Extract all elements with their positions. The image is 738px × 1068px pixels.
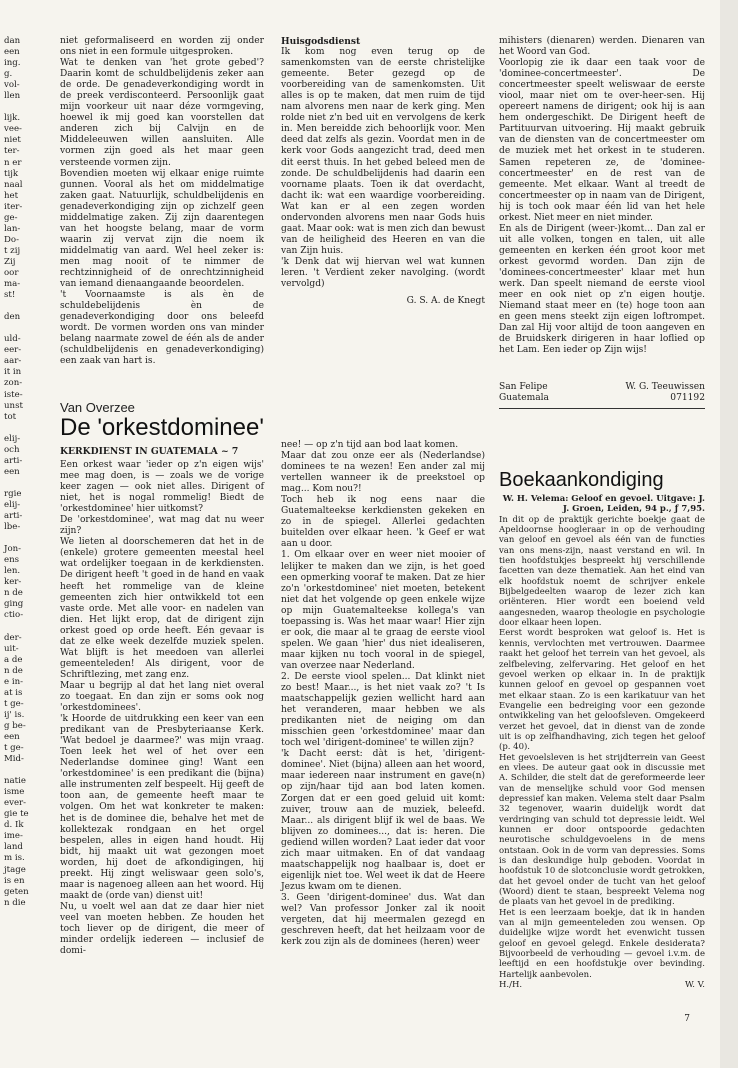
book-citation: W. H. Velema: Geloof en gevoel. Uitgave: J. J. Groen, Leiden, 94 p., ƒ 7,95. xyxy=(502,494,705,515)
left-fragment xyxy=(4,102,22,113)
paragraph: 'k Denk dat wij hiervan wel wat kunnen leren. 't Verdient zeker navolging. (wordt vervolgd) xyxy=(281,256,485,290)
article-kicker: Van Overzee xyxy=(60,400,135,415)
left-fragment: g be- xyxy=(4,720,26,731)
paragraph: mihisters (dienaren) werden. Dienaren van het Woord van God. xyxy=(499,36,705,58)
paragraph: We lieten al doorschemeren dat het in de (enkele) grotere gemeenten meestal heel wat ordelijker toegaan in de kerkdiensten. De dirigent heeft 't goed in de hand en vaak heeft het rommelige van de kleine gemeenten zich hier ontwikkeld tot een vaste orde. Met alle voor- en nadelen van dien. Het lijkt erop, dat de dirigent zijn orkest goed op orde heeft. Eén gevaar is dat ze elke week dezelfde muziek spelen. Wat blijft is het meedoen van allerlei gemeenteleden! Als dirigent, voor de Schriftlezing, met zang enz. xyxy=(60,537,264,680)
left-fragment: arti- xyxy=(4,511,23,522)
left-fragment: e in- xyxy=(4,676,24,687)
left-fragment: m is. xyxy=(4,853,25,864)
paragraph: Wat te denken van 'het grote gebed'? Daarin komt de schuldbelijdenis zeker aan de orde. De genadeverkondiging wordt in de preek verdisconteerd. Persoonlijk gaat mijn voorkeur uit naar déze vormgeving, hoewel ik mij goed kan voorstellen dat anderen zich bij Calvijn en de Middeleeuwen willen aansluiten. Alle vormen zijn goed als het maar geen versteende vormen zijn. xyxy=(60,58,264,168)
left-fragment: n de xyxy=(4,665,23,676)
paragraph: En als de Dirigent (weer-)komt... Dan zal er uit alle volken, tongen en talen, uit alle gemeenten en kerken één groot koor met orkest gevormd worden. Dan zijn de 'dominees-concertmeester' klaar met hun werk. Dan speelt niemand de eerste viool meer en ook niet op z'n eigen houtje. Niemand staat meer en (te) hoge toon aan en geen mens steekt zijn eigen loftrompet. Dan zal Hij voor altijd de toon aangeven en de Bruidskerk dirigeren in haar loflied op het Lam. Een ieder op Zijn wijs! xyxy=(499,223,705,356)
reviewer-initials: H./H. xyxy=(499,980,523,991)
paragraph: In dit op de praktijk gerichte boekje gaat de Apeldoornse hoogleraar in op de verhouding van geloof en gevoel als één van de functies van ons mens-zijn, naast verstand en wil. In tien hoofdstukjes bespreekt hij verschillende facetten van deze thematiek. Aan het eind van elk hoofdstuk noemt de schrijver enkele Bijbelgedeelten waarop de lezer zich kan oriënteren. Hier wordt een boeiend veld aangesneden, waarop theologie en psychologie door elkaar heen lopen. xyxy=(499,514,705,629)
left-fragment: t ge- xyxy=(4,698,24,709)
paragraph: niet geformaliseerd en worden zij onder ons niet in een formule uitgesproken. xyxy=(60,36,264,58)
country-name: Guatemala xyxy=(499,393,549,404)
left-fragment: is en xyxy=(4,875,25,886)
left-fragment: rgie xyxy=(4,488,22,499)
left-fragment: vee- xyxy=(4,124,22,135)
paragraph: Eerst wordt besproken wat geloof is. Het is kennis, vervlochten met vertrouwen. Daarmee raakt het geloof het terrein van het gevoel, als zelfbeleving, zelfervaring. Het geloof en het gevoel werken op elkaar in. In de praktijk kunnen geloof en gevoel op gespannen voet met elkaar staan. Zo is een karikatuur van het Evangelie een bedreiging voor een gezonde ontwikkeling van het geloofsleven. Omgekeerd verzet het gevoel, dat in dienst van de zonde uit is op zelfhandhaving, zich tegen het geloof (p. 40). xyxy=(499,628,705,753)
left-fragment: tijk xyxy=(4,168,19,179)
article-column-2 xyxy=(281,440,485,1030)
left-fragment: land xyxy=(4,842,23,853)
paragraph: Bovendien moeten wij elkaar enige ruimte gunnen. Vooral als het om middelmatige zaken gaat. Natuurlijk, schuldbelijdenis en genadeverkondiging zijn op zichzelf geen middelmatige zaken. Zij zijn daarentegen van het hoogste belang, maar de vorm waarin zij vervat zijn die noem ik middelmatig van aard. Wel heel zeker is: men mag nooit of te nimmer de rechtzinnigheid of de onrechtzinnigheid van iemand dienaangaande beoordelen. xyxy=(60,168,264,290)
left-fragment: llen xyxy=(4,91,21,102)
left-fragment: it in xyxy=(4,367,22,378)
left-fragment xyxy=(4,533,22,544)
paragraph: De 'orkestdominee', wat mag dat nu weer zijn? xyxy=(60,515,264,537)
divider-line xyxy=(499,408,705,409)
left-fragment: elij- xyxy=(4,433,21,444)
left-page-fragments xyxy=(4,36,29,1046)
book-announcement-text xyxy=(499,494,705,1014)
left-fragment: eer- xyxy=(4,345,22,356)
left-fragment xyxy=(4,323,22,334)
left-fragment: ing. xyxy=(4,58,21,69)
place-name: San Felipe xyxy=(499,382,548,392)
left-fragment: len. xyxy=(4,566,21,577)
left-fragment: lijk. xyxy=(4,113,21,124)
paragraph: Het is een leerzaam boekje, dat ik in handen van al mijn gemeenteleden zou wensen. Op duidelijke wijze wordt het evenwicht tussen geloof en gevoel gelegd. Enkele desiderata? Bijvoorbeeld de verhouding — gevoel i.v.m. de leeftijd en een hoofdstukje over bevinding. Hartelijk aanbevolen. xyxy=(499,907,705,980)
article-title: De 'orkestdominee' xyxy=(60,414,264,441)
book-announcement-title: Boekaankondiging xyxy=(499,469,664,491)
reviewer-signature: W. V. xyxy=(684,980,705,991)
left-fragment: iter- xyxy=(4,201,23,212)
left-fragment: een xyxy=(4,731,20,742)
left-fragment: naal xyxy=(4,179,23,190)
left-fragment: gie te xyxy=(4,809,29,820)
article-subtitle: KERKDIENST IN GUATEMALA ~ 7 xyxy=(60,446,239,457)
left-fragment: tot xyxy=(4,411,17,422)
left-fragment: elij- xyxy=(4,499,21,510)
left-fragment: ever- xyxy=(4,798,27,809)
left-fragment: n die xyxy=(4,897,26,908)
dateline-block xyxy=(499,382,705,408)
left-fragment: a de xyxy=(4,654,23,665)
left-fragment: dan xyxy=(4,36,21,46)
left-fragment: ma- xyxy=(4,279,21,290)
paragraph: Het gevoelsleven is het strijdterrein van Geest en vlees. De auteur gaat ook in discussie met A. Schilder, die stelt dat de gereformeerde leer van de menselijke schuld voor God mensen depressief kan maken. Velema stelt daar Psalm 32 tegenover, waarin duidelijk wordt dat verdringing van schuld tot depressie leidt. Wel kunnen er door ontspoorde gedachten neurotische schuldgevoelens in de mens ontstaan. Ook in de vorm van depressies. Soms is dan deskundige hulp geboden. Voordat in hoofdstuk 10 de slotconclusie wordt getrokken, dat het gevoel onder de tucht van het geloof (Woord) dient te staan, bespreekt Velema nog de plaats van het gevoel in de prediking. xyxy=(499,752,705,908)
paragraph: 2. De eerste viool spelen... Dat klinkt niet zo best! Maar..., is het niet vaak zo? 't Is maatschappelijk gezien wellicht hard aan het veranderen, maar hebben we als predikanten niet de neiging om dan misschien geen 'orkestdominee' maar dan toch wel 'dirigent-dominee' te willen zijn? xyxy=(281,671,485,749)
left-fragment: jtage xyxy=(4,864,26,875)
left-fragment: der- xyxy=(4,632,22,643)
column-1-top-text xyxy=(60,36,264,367)
paragraph: 1. Om elkaar over en weer niet mooier of lelijker te maken dan we zijn, is het goed een opmerking vooraf te maken. Dat ze hier zo'n 'orkestdominee' niet moeten, betekent niet dat het volgende op geen enkele wijze op mijn Guatemalteekse kollega's van toepassing is. Was het maar waar! Hier zijn er ook, die maar al te graag de eerste viool spelen. We gaan 'hier' dus niet idealiseren, maar kijken nu toch vooral in de spiegel, van overzee naar Nederland. xyxy=(281,550,485,671)
left-fragment: ker- xyxy=(4,577,22,588)
left-fragment: uld- xyxy=(4,334,21,345)
date-code: 071192 xyxy=(670,393,705,404)
left-fragment: natie xyxy=(4,776,26,787)
left-fragment: st! xyxy=(4,290,16,301)
paragraph: nee! — op z'n tijd aan bod laat komen. xyxy=(281,440,459,450)
left-fragment: zon- xyxy=(4,378,23,389)
paragraph: 'k Dacht eerst: dàt is het, 'dirigent-dominee'. Niet (bijna) alleen aan het woord, maar iedereen naar instrument en gave(n) op zijn/haar tijd aan bod laten komen. Zorgen dat er een goed geluid uit komt: zuiver, trouw aan de muziek, beleefd. Maar... als dirigent blijf ik wel de baas. We blijven zo dominees..., dat is: heren. Die gediend willen worden? Laat ieder dat voor zich maar uitmaken. En of dat vandaag maatschappelijk nog haalbaar is, doet er eigenlijk niet toe. Wel weet ik dat de Heere Jezus kwam om te dienen. xyxy=(281,749,485,892)
left-fragment: n de xyxy=(4,588,23,599)
left-fragment: Jon- xyxy=(4,544,22,555)
left-fragment: g. xyxy=(4,69,13,80)
column-3-top-text xyxy=(499,36,705,376)
paragraph: 'k Hoorde de uitdrukking een keer van een predikant van de Presbyteriaanse Kerk. 'Wat bedoel je daarmee?' was mijn vraag. Toen leek het wel of het over een Nederlandse dominee ging! Want een 'orkestdominee' is een predikant die (bijna) alle instrumenten zelf bespeelt. Hij geeft de toon aan, de gemeente heeft maar te volgen. Om het wat konkreter te maken: het is de dominee die, behalve het met de kollektezak rondgaan en het orgel bespelen, alles in eigen hand houdt. Hij bidt, hij maakt uit wat gezongen moet worden, hij doet de afkondigingen, hij preekt. Hij zingt weliswaar geen solo's, maar is nagenoeg alleen aan het woord. Hij maakt de (orde van) dienst uit! xyxy=(60,714,264,901)
left-fragment: niet xyxy=(4,135,21,146)
left-fragment: lbe- xyxy=(4,522,21,533)
left-fragment: lan- xyxy=(4,223,21,234)
left-fragment: unst xyxy=(4,400,23,411)
left-fragment: het xyxy=(4,190,19,201)
left-fragment xyxy=(4,301,22,312)
paragraph: 3. Geen 'dirigent-dominee' dus. Wat dan wel? Van professor Jonker zal ik nooit vergeten, dat hij meermalen gezegd en geschreven heeft, dat het heilzaam voor de kerk zou zijn als de dominees (heren) weer xyxy=(281,892,485,948)
left-fragment xyxy=(4,765,22,776)
paragraph: Maar u begrijp al dat het lang niet overal zo toegaat. En dan zijn er soms ook nog 'orkestdominees'. xyxy=(60,680,264,714)
left-fragment: een xyxy=(4,47,20,58)
huisgodsdienst-section xyxy=(281,36,485,307)
left-fragment: t zij xyxy=(4,245,21,256)
left-fragment: ime- xyxy=(4,831,23,842)
left-fragment: ctio- xyxy=(4,610,24,621)
left-fragment: ge- xyxy=(4,212,18,223)
left-fragment: een xyxy=(4,466,20,477)
left-fragment: uit- xyxy=(4,643,19,654)
paragraph: Ik kom nog even terug op de samenkomsten van de eerste christelijke gemeente. Beter gezegd op de voorbereiding van de samenkomsten. Uit alles is op te maken, dat men ruim de tijd nam alvorens men naar de kerk ging. Men rolde niet z'n bed uit en vervolgens de kerk in. Men bereidde zich behoorlijk voor. Men deed dat zelfs als gezin. Voordat men in de kerk voor Gods aangezicht trad, deed men dit eerst thuis. In het gebed beleed men de zonde. De schuldbelijdenis had daarin een voorname plaats. Toen ik dat overdacht, dacht ik: wat een waardige voorbereiding. Wat kan er al een zegen worden ondervonden alvorens men naar Gods huis gaat. Maar ook: wat is men zich dan bewust van de heiligheid des Heeren en van die van Zijn huis. xyxy=(281,47,485,256)
left-fragment: Zij xyxy=(4,256,16,267)
left-fragment: ging xyxy=(4,599,24,610)
left-fragment: den xyxy=(4,312,21,323)
author-name: W. G. Teeuwissen xyxy=(625,382,705,392)
paragraph: 't Voornaamste is als èn de schuldebelijdenis èn de genadeverkondiging door ons beleefd wordt. De vormen worden ons van minder belang naarmate zowel de één als de ander (schuldbelijdenis en genadeverkondiging) een zaak van hart is. xyxy=(60,290,264,367)
author-signature: G. S. A. de Knegt xyxy=(406,296,485,307)
article-column-1 xyxy=(60,460,264,1030)
left-fragment: iste- xyxy=(4,389,23,400)
left-fragment: isme xyxy=(4,787,25,798)
left-fragment: d. Ik xyxy=(4,820,24,831)
paragraph: Maar dat zou onze eer als (Nederlandse) dominees te na wezen! Een ander zal mij vertellen wanneer ik de preekstoel op mag... Kom nou?! xyxy=(281,451,485,495)
left-fragment: t ge- xyxy=(4,743,24,753)
page-number: 7 xyxy=(684,1014,690,1024)
left-fragment: ter- xyxy=(4,146,20,157)
left-fragment: aar- xyxy=(4,356,22,367)
left-fragment: ij' is. xyxy=(4,709,25,720)
left-fragment xyxy=(4,621,22,632)
left-fragment: geten xyxy=(4,886,29,897)
left-fragment: och xyxy=(4,444,20,455)
left-fragment xyxy=(4,478,22,489)
left-fragment xyxy=(4,423,22,434)
left-fragment: Mid- xyxy=(4,754,24,765)
left-fragment: Do- xyxy=(4,234,19,245)
left-fragment: n er xyxy=(4,157,22,168)
left-fragment: ens xyxy=(4,555,20,566)
paragraph: Nu, u voelt wel aan dat ze daar hier niet veel van moeten hebben. Ze houden het toch liever op de dirigent, die meer of minder ordelijk iedereen — inclusief de domi- xyxy=(60,901,264,957)
left-fragment: oor xyxy=(4,267,19,278)
paragraph: Toch heb ik nog eens naar die Guatemalteekse kerkdiensten gekeken en zo in de spiegel. Allerlei gedachten buitelden over elkaar heen. 'k Geef er wat aan u door. xyxy=(281,495,485,550)
left-fragment: arti- xyxy=(4,455,23,466)
left-fragment: vol- xyxy=(4,80,20,91)
paragraph: Een orkest waar 'ieder op z'n eigen wijs' mee mag doen, is — zoals we de vorige keer zagen — ook niet alles. Dirigent of niet, het is nogal rommelig! Biedt de 'orkestdominee' hier uitkomst? xyxy=(60,460,264,515)
section-heading: Huisgodsdienst xyxy=(281,36,361,47)
paragraph: Voorlopig zie ik daar een taak voor de 'dominee-concertmeester'. De concertmeester speelt weliswaar de eerste viool, maar niet om te over-heer-sen. Hij opereert namens de dirigent; ook hij is aan hem ondergeschikt. De Dirigent heeft de Partituurvan uitvoering. Hij maakt gebruik van de diensten van de concertmeester om de muziek met het orkest in te studeren. Samen repeteren ze, de 'dominee-concertmeester' en de rest van de gemeente. Met elkaar. Want al treedt de concertmeester op in naam van de Dirigent, hij is toch ook maar één lid van het hele orkest. Niet meer en niet minder. xyxy=(499,58,705,223)
left-fragment: at is xyxy=(4,687,23,698)
